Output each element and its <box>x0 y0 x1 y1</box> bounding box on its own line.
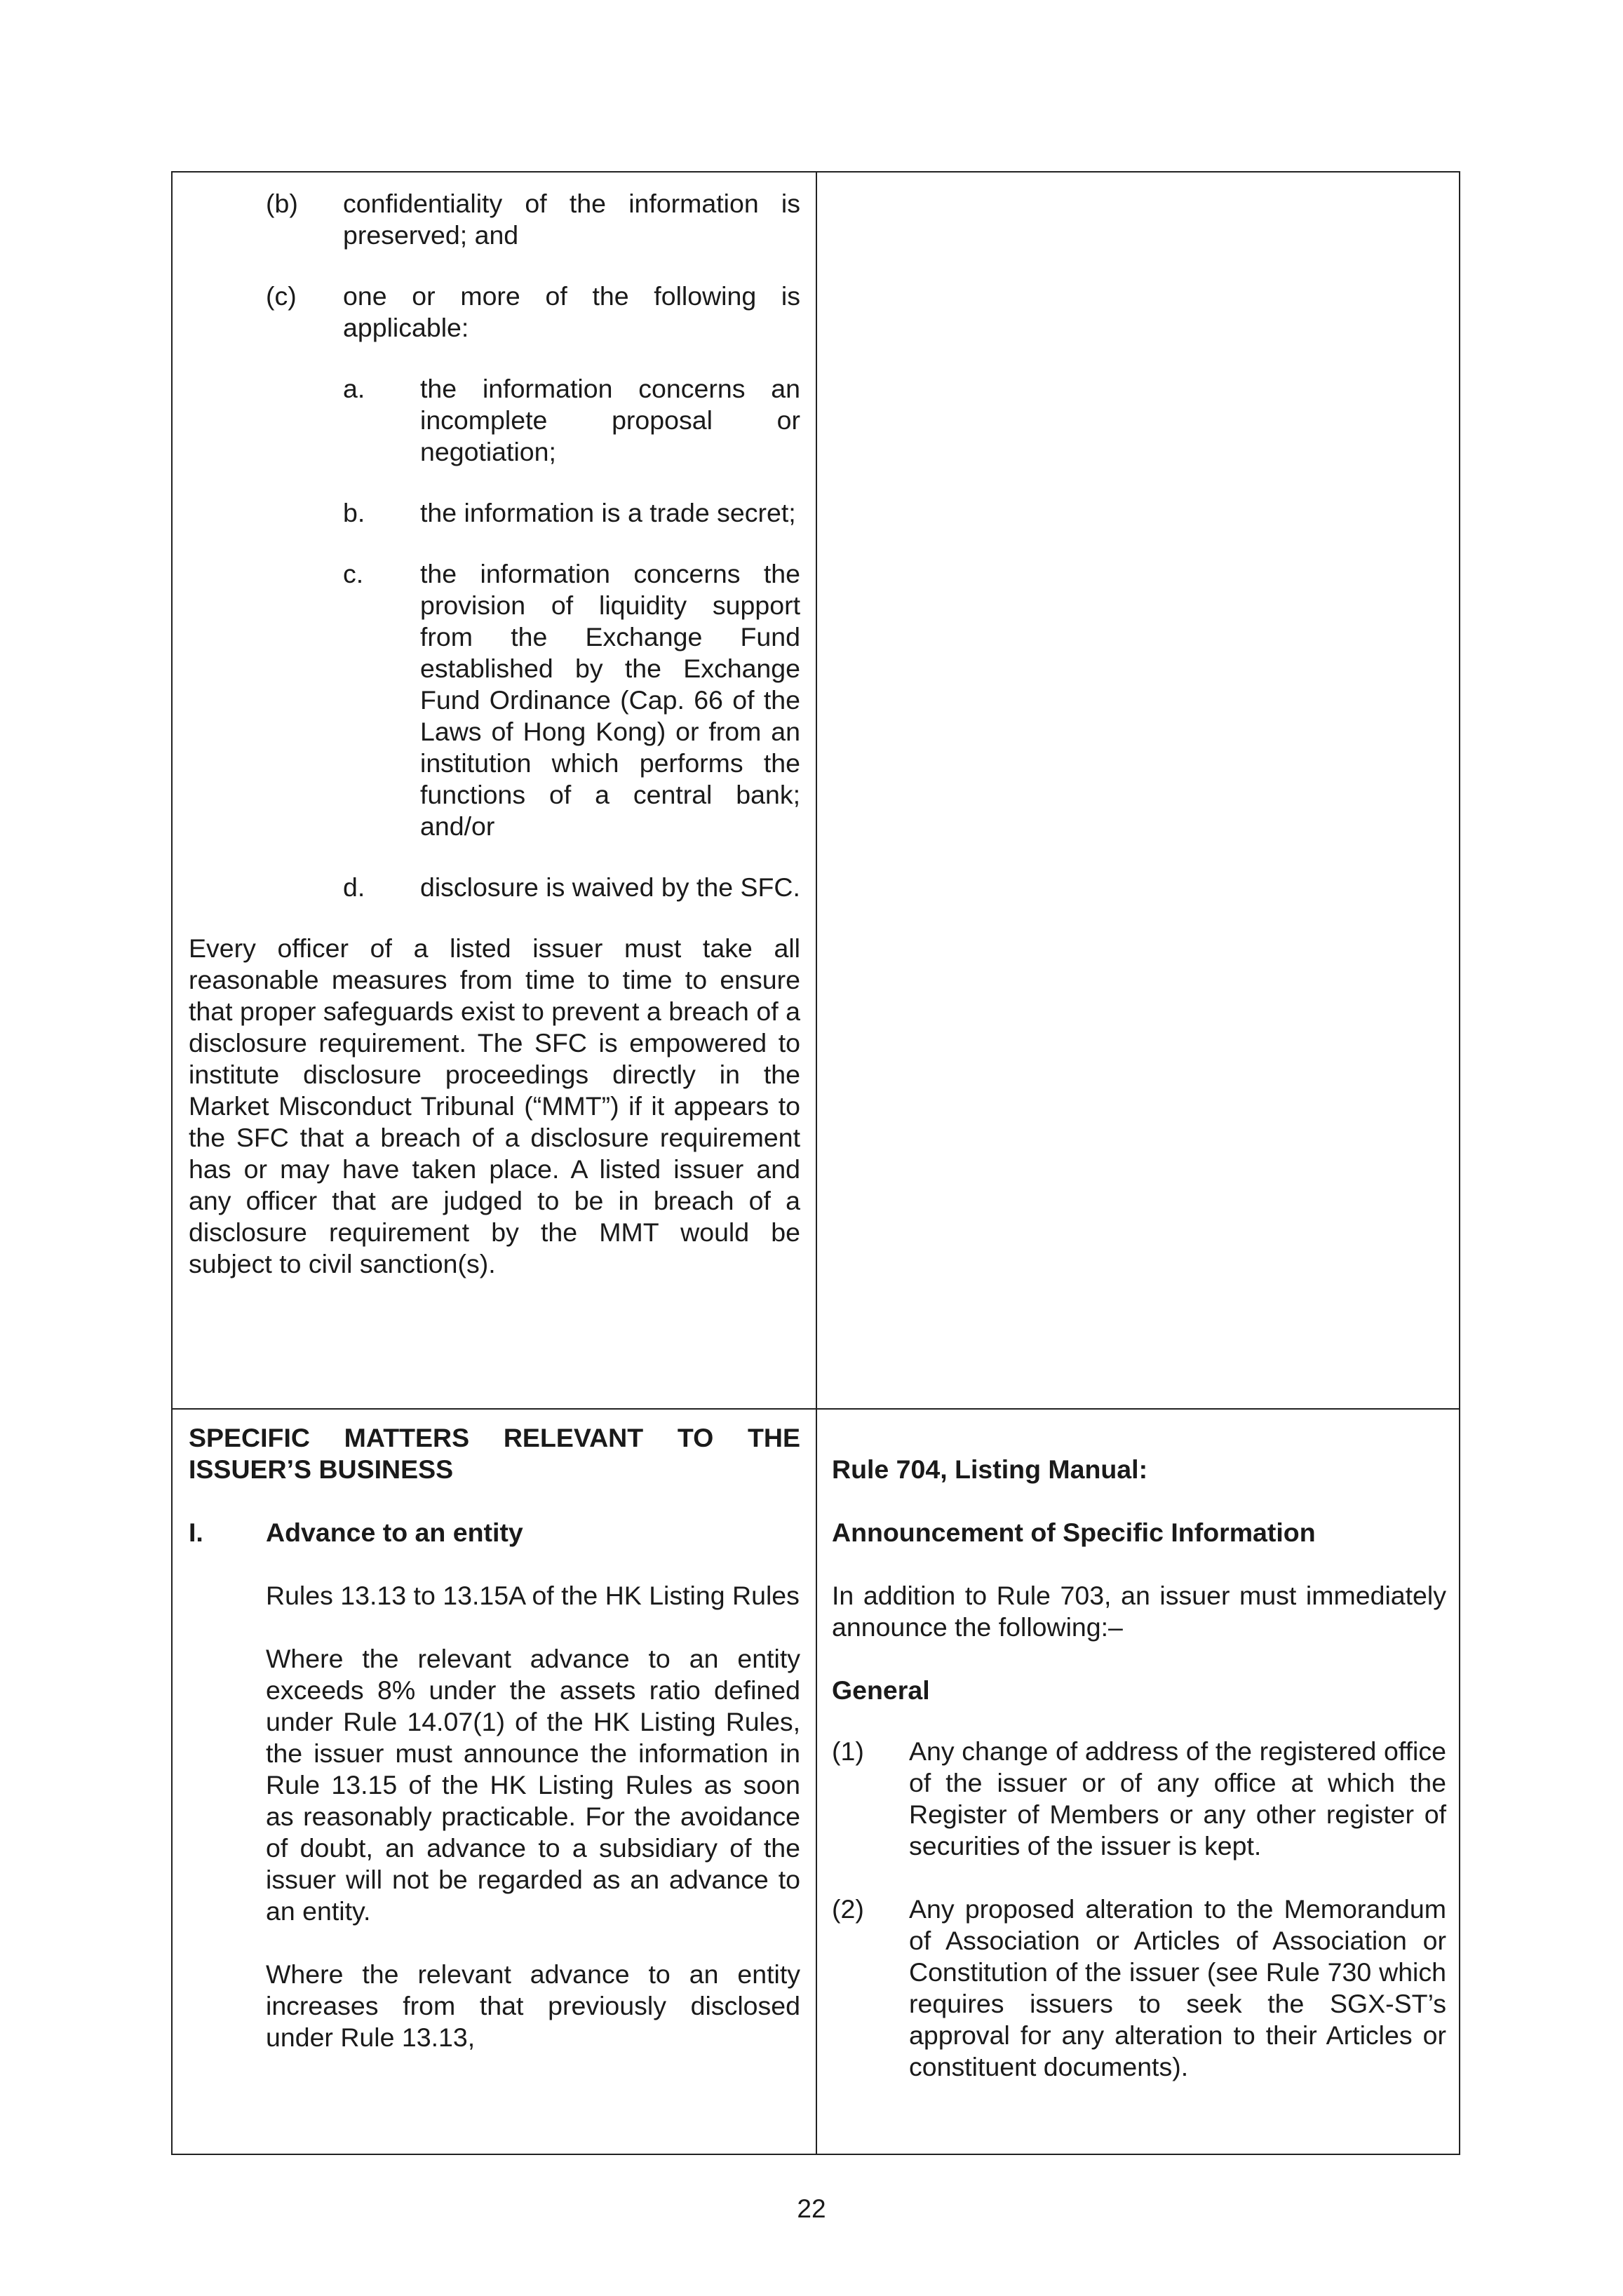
rule-item-2 <box>832 1893 1446 2083</box>
row-divider <box>173 1408 1459 1410</box>
sub-item-text: the information concerns the provision of liquidity support from the Exchange Fund established by the Exchange Fund Ordinance (Cap. 66 of the Laws of Hong Kong) or from an institution which performs the functions of a central bank; and/or <box>420 559 800 841</box>
bottom-right-cell <box>832 1454 1446 2083</box>
rule-item-text: Any change of address of the registered office of the issuer or of any office at which the Register of Members or any other register of securities of the issuer is kept. <box>909 1736 1446 1861</box>
sub-item-c <box>189 558 800 842</box>
section-title-row <box>189 1517 800 1548</box>
section-body <box>189 1580 800 2053</box>
section-title: Advance to an entity <box>266 1518 523 1547</box>
sub-item-label: c. <box>343 559 364 588</box>
bottom-left-cell <box>189 1422 800 2053</box>
rule-item-text: Any proposed alteration to the Memorandum of Association or Articles of Association or Constitution of the issuer (see Rule 730 which requires issuers to seek the SGX-ST’s approval for any alteration to their Articles or constituent documents). <box>909 1894 1446 2081</box>
page-number: 22 <box>797 2194 826 2223</box>
sub-item-a <box>189 373 800 468</box>
sub-item-d <box>189 872 800 903</box>
list-item-label: (b) <box>266 189 298 218</box>
list-item-c <box>189 281 800 344</box>
section-heading: SPECIFIC MATTERS RELEVANT TO THE ISSUER’S BUSINESS <box>189 1423 800 1484</box>
sub-item-text: disclosure is waived by the SFC. <box>420 872 800 902</box>
sub-item-text: the information concerns an incomplete proposal or negotiation; <box>420 374 800 466</box>
rule-item-1 <box>832 1736 1446 1862</box>
rule-subtitle: Announcement of Specific Information <box>832 1518 1316 1547</box>
column-divider <box>816 173 817 2154</box>
section-label: I. <box>189 1518 203 1547</box>
top-left-cell <box>189 188 800 1280</box>
officer-obligation-paragraph: Every officer of a listed issuer must take all reasonable measures from time to time to ensure that proper safeguards exist to prevent a breach of a disclosure requirement. The SFC is empowered to institute disclosure proceedings directly in the Market Misconduct Tribunal (“MMT”) if it appears to the SFC that a breach of a disclosure requirement has or may have taken place. A listed issuer and any officer that are judged to be in breach of a disclosure requirement by the MMT would be subject to civil sanction(s). <box>189 933 800 1278</box>
rule-title: Rule 704, Listing Manual: <box>832 1454 1148 1484</box>
list-item-text: one or more of the following is applicable: <box>343 281 800 342</box>
list-item-text: confidentiality of the information is preserved; and <box>343 189 800 250</box>
advance-paragraph-1: Where the relevant advance to an entity exceeds 8% under the assets ratio defined under Rule 14.07(1) of the HK Listing Rules, the issuer must announce the information in Rule 13.15 of the HK Listing Rules as soon as reasonably practicable. For the avoidance of doubt, an advance to a subsidiary of the issuer will not be regarded as an advance to an entity. <box>266 1644 800 1926</box>
rule-item-label: (2) <box>832 1894 864 1924</box>
sub-item-label: b. <box>343 498 365 527</box>
comparison-table <box>171 171 1460 2155</box>
rule-reference: Rules 13.13 to 13.15A of the HK Listing Rules <box>266 1581 800 1610</box>
sub-item-label: d. <box>343 872 365 902</box>
list-item-b <box>189 188 800 251</box>
advance-paragraph-2: Where the relevant advance to an entity increases from that previously disclosed under Rule 13.13, <box>266 1959 800 2052</box>
general-heading: General <box>832 1675 930 1705</box>
sub-item-b <box>189 497 800 529</box>
sub-item-text: the information is a trade secret; <box>420 498 796 527</box>
rule-intro: In addition to Rule 703, an issuer must immediately announce the following:– <box>832 1581 1446 1642</box>
rule-item-label: (1) <box>832 1736 864 1766</box>
list-item-label: (c) <box>266 281 297 311</box>
sub-item-label: a. <box>343 374 365 403</box>
